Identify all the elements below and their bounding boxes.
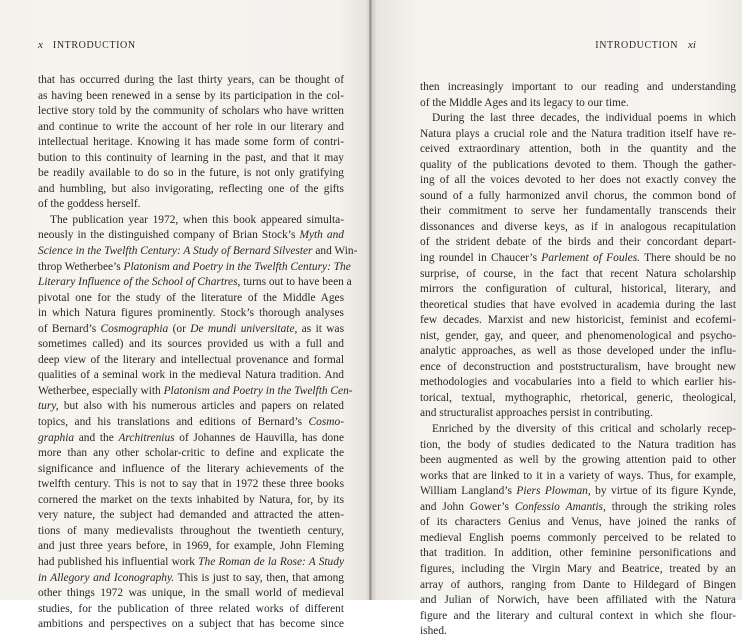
text-line: very nature, the subject had demanded and attracted the atten-	[38, 509, 344, 522]
text-line: and just three years before, in 1969, for example, John Fleming	[38, 540, 344, 553]
italic-title-text: Science in the Twelfth Century: A Study of Bernard Silvester	[38, 245, 313, 258]
text-span: There should be no	[640, 252, 736, 265]
italic-title-text: Cosmo-	[308, 416, 344, 429]
text-line: lective story told by the community of scholars who have written	[38, 105, 344, 118]
italic-title-text: Confessio Amantis,	[514, 500, 606, 513]
italic-title-text: Platonism and Poetry in the Twelfth Century: The	[123, 260, 351, 273]
running-head-title: INTRODUCTION	[52, 40, 136, 51]
text-line	[420, 484, 736, 500]
text-line: and structuralist approaches persist in contributing.	[420, 407, 653, 420]
text-line: deep view of the literary and intellectual provenance and formal	[38, 353, 344, 366]
text-line: ambitions and perspectives on a subject that has become since	[38, 618, 344, 631]
text-span: This is just to say, then, that among	[174, 571, 344, 584]
text-line: few decades. Marxist and new historicist, feminist and ecofemi-	[420, 314, 736, 327]
text-span: Enriched by the diversity of this critical and scholarly recep-	[432, 423, 736, 436]
text-line: pivotal one for the study of the literature of the Middle Ages	[38, 291, 344, 304]
text-line	[38, 228, 344, 244]
text-line	[38, 322, 344, 338]
italic-title-text: The Roman de la Rose: A Study	[198, 555, 345, 568]
text-line	[38, 213, 344, 229]
text-line	[38, 571, 344, 587]
italic-title-text: tury,	[38, 400, 59, 413]
italic-title-text: Architrenius	[118, 431, 175, 444]
text-line: torical, textual, mythographic, rhetorical, generic, theological,	[420, 391, 736, 404]
italic-title-text: De mundi universitate,	[190, 322, 298, 335]
text-line: medieval English poems commonly perceived to be related to	[420, 531, 736, 544]
text-line: methodologies and vocabularies into a field to which earlier his-	[420, 376, 736, 389]
text-line: works that are linked to it in a variety of ways. Thus, for example,	[420, 469, 736, 482]
text-line: studies, for the publication of three related works of different	[38, 602, 344, 615]
right-page	[372, 0, 742, 638]
text-span: ing roundel in Chaucer’s	[420, 252, 542, 265]
right-running-head	[595, 39, 696, 51]
text-line: mirrors the configuration of cultural, historical, literary, and	[420, 283, 736, 296]
text-span: throp Wetherbee’s	[38, 260, 124, 273]
text-line: intellectual heritage. Knowing it has made some form of contri-	[38, 136, 344, 149]
italic-title-text: Literary Influence of the School of Chartres,	[38, 276, 241, 289]
text-span: Wetherbee, especially with	[38, 384, 164, 397]
text-line: dissonances and diverse keys, as if in analogous recapitulation	[420, 220, 736, 233]
text-span: of Johannes de Hauvilla, has done	[174, 431, 345, 444]
text-line: then increasingly important to our reading and understanding	[420, 81, 736, 93]
text-line: twelfth century. This is not to say that in 1972 these three books	[38, 478, 344, 491]
text-line: tion, the body of studies dedicated to the Natura tradition has	[420, 438, 736, 451]
text-span: of Bernard’s	[38, 322, 101, 335]
text-span: William Langland’s	[420, 485, 517, 498]
text-line: theoretical studies that have evolved in academia during the last	[420, 298, 736, 311]
text-line: been augmented as well by the growing attention paid to other	[420, 454, 736, 467]
italic-title-text: Platonism and Poetry in the Twelfth Cen-	[163, 384, 353, 397]
text-line: ing of all the voices devoted to her does not exactly convey the	[420, 174, 736, 187]
text-line: of the strident debate of the birds and their concordant depart-	[420, 236, 736, 249]
text-line: of the Middle Ages and its legacy to our time.	[420, 96, 629, 109]
italic-title-text: graphia	[38, 431, 75, 444]
text-span: (or	[168, 322, 191, 335]
text-line: and humbling, but also invigorating, reflecting one of the gifts	[38, 182, 344, 195]
left-page	[0, 0, 370, 631]
text-line: array of authors, ranging from Dante to Hildegard of Bingen	[420, 578, 736, 591]
text-line	[38, 275, 352, 291]
text-span: turns out to have been a	[240, 276, 352, 289]
italic-title-text: Cosmographia	[100, 322, 169, 335]
text-line	[420, 111, 736, 127]
text-span: topics, and his translations and editions of Bernard’s	[38, 416, 309, 429]
text-span: During the last three decades, the individual poems in which	[432, 112, 736, 125]
italic-title-text: Myth and	[299, 229, 344, 242]
text-line: surprise, of course, in the fact that recent Natura scholarship	[420, 267, 736, 280]
text-line: be readily available to do so in the future, is not only gratifying	[38, 167, 344, 180]
text-line: ceived extraordinary attention, both in the quantity and the	[420, 143, 736, 156]
text-line: quality of the publications devoted to them. Though the gather-	[420, 158, 736, 171]
text-span: The publication year 1972, when this book appeared simulta-	[50, 213, 344, 226]
text-line: tions of many medievalists throughout the twentieth century,	[38, 524, 344, 537]
text-line: of its characters Genius and Venus, have joined the ranks of	[420, 516, 736, 529]
running-head-title: INTRODUCTION	[595, 40, 679, 51]
right-page-text	[420, 80, 736, 640]
text-line: figures, including the Virgin Mary and Beatrice, treated by an	[420, 562, 736, 575]
text-line	[38, 415, 344, 431]
text-line	[420, 251, 736, 267]
text-line: that tradition. In addition, other feminine personifications and	[420, 547, 736, 560]
text-span: but also with his numerous articles and papers on related	[58, 400, 344, 413]
text-line: ished.	[420, 625, 447, 638]
text-line	[420, 500, 736, 516]
text-span: neously in the distinguished company of Brian Stock’s	[38, 229, 300, 242]
text-line: sometimes called) and its sources provided us with a full and	[38, 338, 344, 351]
text-line	[38, 260, 351, 276]
text-line: more than any other scholar-critic to define and explicate the	[38, 447, 344, 460]
text-line: figure and the literary and cultural context in which she flour-	[420, 609, 736, 622]
italic-title-text: in Allegory and Iconography.	[38, 571, 175, 584]
text-line	[38, 244, 358, 260]
text-line: Natura plays a crucial role and the Natura tradition itself have re-	[420, 127, 736, 140]
text-line: and continue to write the account of her role in our literary and	[38, 120, 344, 133]
italic-title-text: Piers Plowman,	[516, 485, 591, 498]
text-line: other things 1972 was unique, in the small world of medieval	[38, 587, 344, 600]
text-line	[38, 399, 344, 415]
text-line: that has occurred during the last thirty years, can be thought of	[38, 74, 344, 86]
text-span: and Win-	[312, 245, 358, 258]
text-line: in which Natura figures prominently. Stock’s thorough analyses	[38, 307, 344, 320]
text-line: ence of deconstruction and poststructuralism, have brought new	[420, 360, 736, 373]
left-running-head	[38, 39, 136, 51]
text-line: qualities of a seminal work in the medieval Natura tradition. And	[38, 369, 344, 382]
text-line: nist, gender, gay, and queer, and phenomenological and psycho-	[420, 329, 736, 342]
text-span: had published his influential work	[38, 555, 199, 568]
text-line: bution to this continuity of learning in the past, and that it may	[38, 151, 344, 164]
text-span: by virtue of its figure Kynde,	[590, 485, 736, 498]
text-line: significance and influence of the literary achievements of the	[38, 462, 344, 475]
text-line: analytic approaches, as well as those developed under the influ-	[420, 345, 736, 358]
text-line: of the goddess herself.	[38, 198, 141, 211]
text-line	[420, 422, 736, 438]
text-line	[38, 384, 353, 400]
text-span: as it was	[297, 322, 344, 335]
italic-title-text: Parlement of Foules.	[541, 252, 641, 265]
text-span: and John Gower’s	[420, 500, 515, 513]
text-span: through the striking roles	[605, 500, 736, 513]
text-line: and Julian of Norwich, have been affiliated with the Natura	[420, 594, 736, 607]
text-line: cornered the market on the texts inhabited by Natura, for, by its	[38, 493, 344, 506]
text-line: sound of a fully harmonized anvil chorus, the common bond of	[420, 189, 736, 202]
text-line: as having been renewed in a sense by its participation in the col-	[38, 89, 344, 102]
left-page-text	[38, 73, 358, 633]
text-line: their commitment to serve her fundamentally transcends their	[420, 205, 736, 218]
page-number: x	[38, 39, 43, 51]
page-number: xi	[688, 39, 696, 51]
text-line	[38, 431, 344, 447]
text-span: and the	[74, 431, 119, 444]
text-line	[38, 555, 344, 571]
